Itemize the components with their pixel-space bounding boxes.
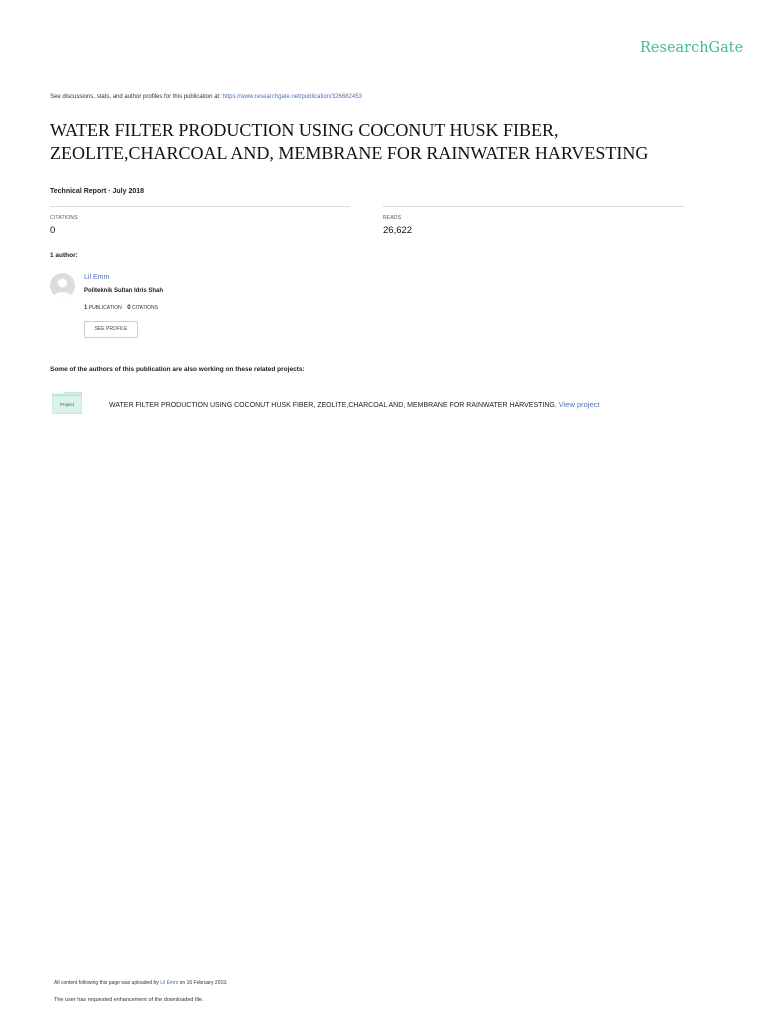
publication-source-line [50, 94, 362, 100]
author-citations-label: CITATIONS [132, 305, 158, 311]
source-intro-text: See discussions, stats, and author profiles for this publication at: [50, 94, 223, 100]
citations-label: CITATIONS [50, 215, 78, 221]
upload-suffix: on 16 February 2019. [178, 980, 228, 986]
title-line-1: WATER FILTER PRODUCTION USING COCONUT HUSK FIBER, [50, 120, 559, 140]
author-institution: Politeknik Sultan Idris Shah [84, 288, 164, 294]
project-title: WATER FILTER PRODUCTION USING COCONUT HUSK FIBER, ZEOLITE,CHARCOAL AND, MEMBRANE FOR RAINWATER HARVESTING. [109, 402, 557, 409]
upload-prefix: All content following this page was uploaded by [54, 980, 161, 986]
user-silhouette-icon [50, 273, 75, 298]
enhancement-note: The user has requested enhancement of the downloaded file. [54, 997, 204, 1003]
related-projects-heading: Some of the authors of this publication are also working on these related projects: [50, 366, 305, 373]
uploader-link[interactable]: Lil Emm [160, 980, 179, 986]
citations-value: 0 [50, 225, 56, 236]
upload-note [54, 980, 227, 986]
reads-value: 26,622 [383, 225, 413, 236]
researchgate-logo[interactable]: ResearchGate [640, 40, 744, 56]
citations-divider [50, 206, 350, 207]
avatar[interactable] [50, 273, 75, 298]
project-icon-label: Project [59, 402, 74, 407]
see-profile-button[interactable]: SEE PROFILE [84, 321, 138, 338]
publication-url-link[interactable]: https://www.researchgate.net/publication/326682453 [222, 94, 362, 100]
reads-label: READS [383, 215, 402, 221]
publication-title [50, 119, 710, 165]
view-project-link[interactable]: View project [558, 400, 600, 409]
title-line-2: ZEOLITE,CHARCOAL AND, MEMBRANE FOR RAINWATER HARVESTING [50, 143, 649, 163]
related-project-item [109, 400, 599, 409]
author-publications-count: 1 [84, 305, 88, 311]
reads-divider [383, 206, 684, 207]
author-stats [84, 305, 158, 311]
author-name-link[interactable]: Lil Emm [84, 274, 110, 281]
publication-meta: Technical Report · July 2018 [50, 188, 145, 195]
author-citations-count: 0 [127, 305, 131, 311]
authors-heading: 1 author: [50, 252, 78, 259]
author-publications-label: PUBLICATION [88, 305, 122, 311]
